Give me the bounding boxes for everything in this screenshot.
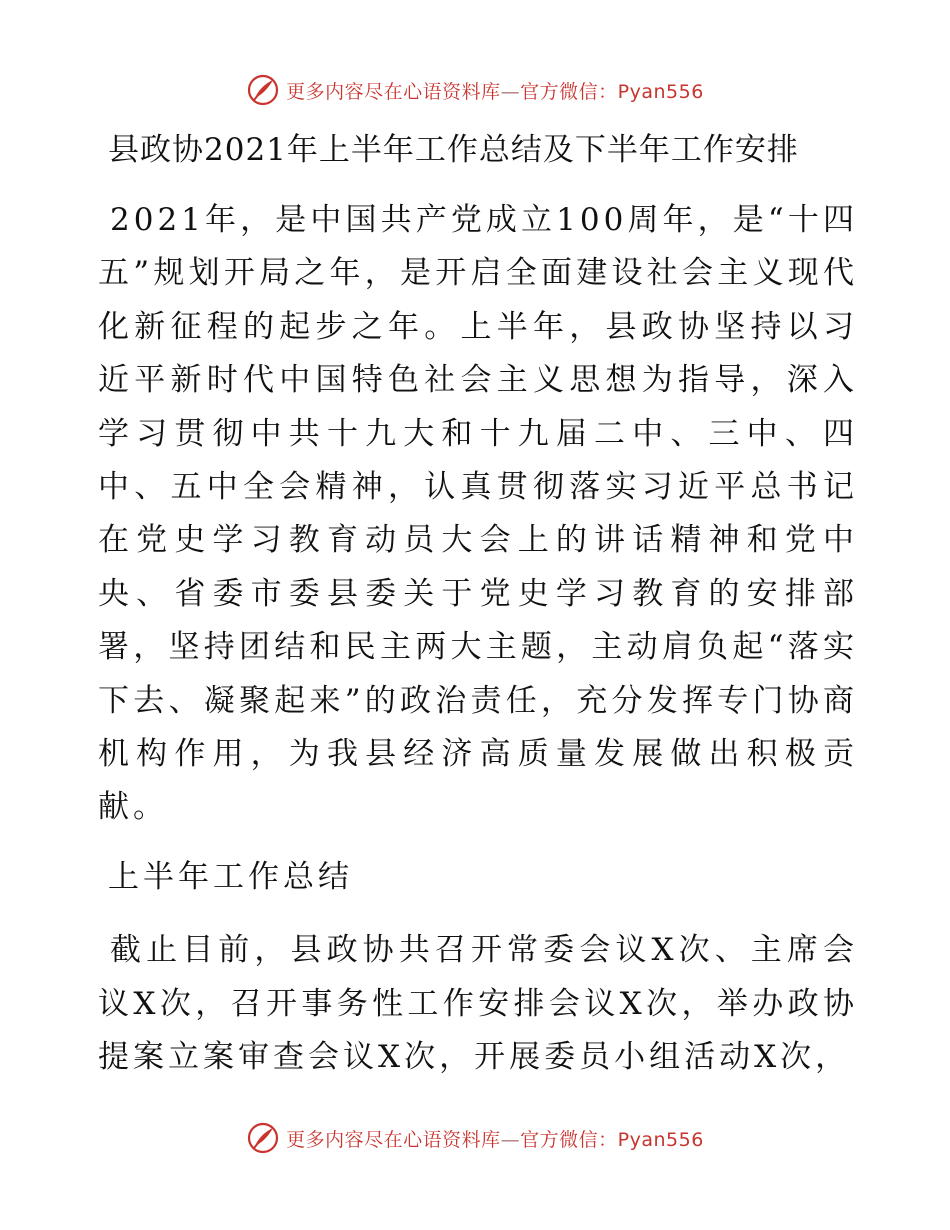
document-body [98,126,858,1085]
document-title: 县政协2021年上半年工作总结及下半年工作安排 [108,132,799,168]
watermark-contact-text: 官方微信：Pyan556 [520,1128,704,1151]
watermark-header [0,70,950,110]
quill-pen-icon [246,1121,280,1155]
intro-paragraph: 2021年，是中国共产党成立100周年，是“十四五”规划开局之年，是开启全面建设社会主义现代化新征程的起步之年。上半年，县政协坚持以习近平新时代中国特色社会主义思想为指导，深入学习贯彻中共十九大和十九届二中、三中、四中、五中全会精神，认真贯彻落实习近平总书记在党史学习教育动员大会上的讲话精神和党中央、省委市委县委关于党史学习教育的安排部署，坚持团结和民主两大主题，主动肩负起“落实下去、凝聚起来”的政治责任，充分发挥专门协商机构作用，为我县经济高质量发展做出积极贡献。 [98,202,858,826]
watermark-separator: — [500,80,521,103]
watermark-brand [246,73,704,107]
watermark-footer [0,1118,950,1158]
watermark-brand-footer [246,1121,704,1155]
watermark-contact-text: 官方微信：Pyan556 [520,80,704,103]
section-heading: 上半年工作总结 [108,858,353,895]
watermark-brand-text: 更多内容尽在心语资料库 [286,80,501,103]
watermark-separator: — [500,1128,521,1151]
watermark-brand-text: 更多内容尽在心语资料库 [286,1128,501,1151]
summary-paragraph: 截止目前，县政协共召开常委会议X次、主席会议X次，召开事务性工作安排会议X次，举办政协提案立案审查会议X次，开展委员小组活动X次， [98,932,858,1076]
quill-pen-icon [246,73,280,107]
